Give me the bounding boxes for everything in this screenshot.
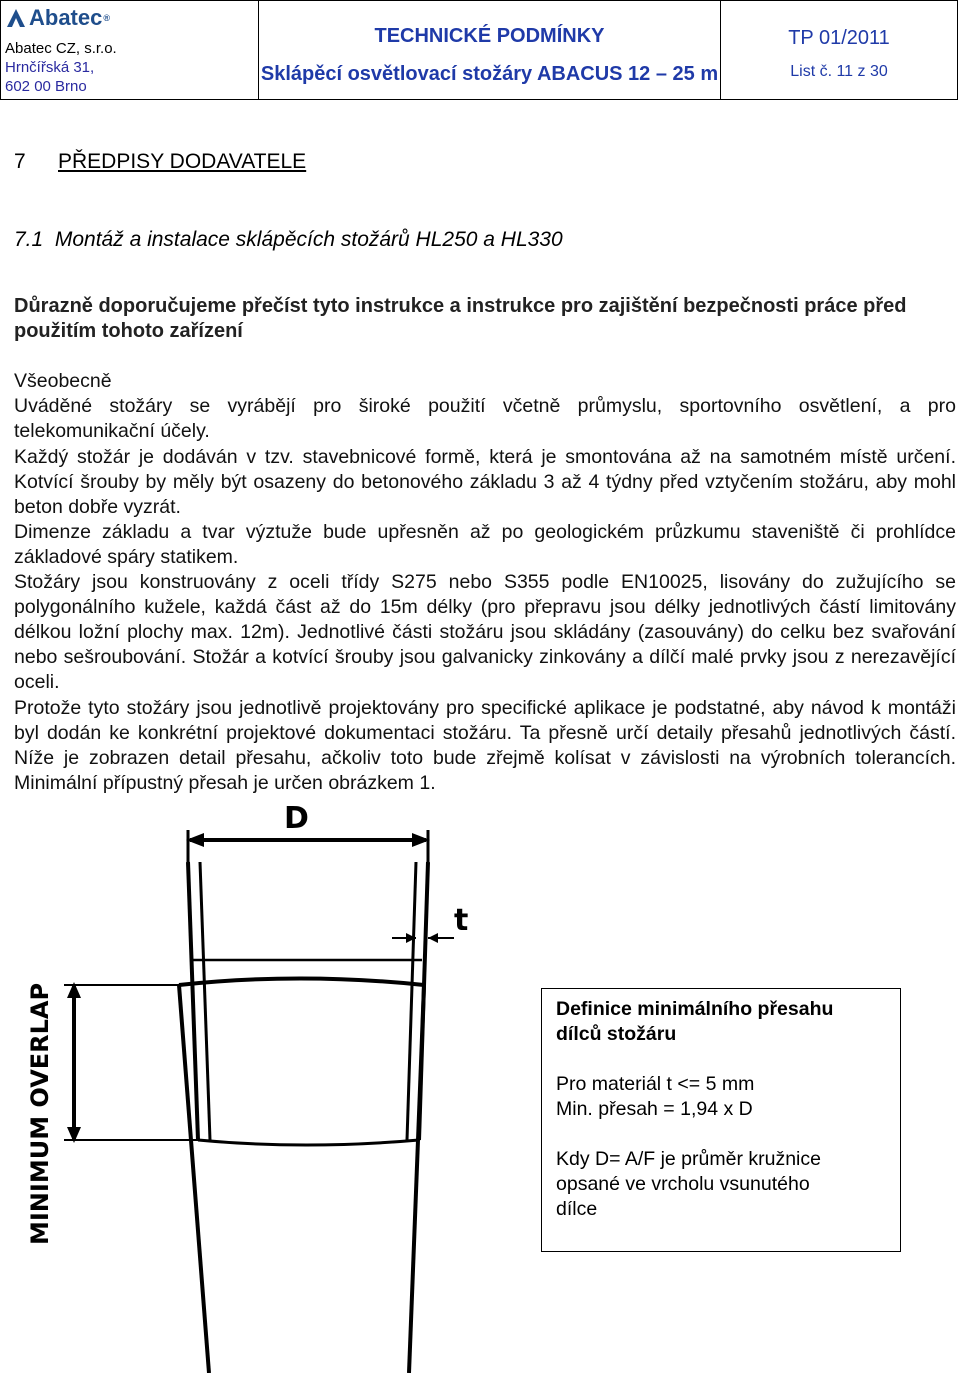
section-title: PŘEDPISY DODAVATELE	[58, 150, 307, 173]
paragraph-general: Všeobecně	[14, 370, 112, 392]
paragraph-usage: Uváděné stožáry se vyrábějí pro široké použití včetně průmyslu, sportovního osvětlení, a pro telekomunikační účely.	[14, 395, 956, 442]
paragraph-delivery: Každý stožár je dodáván v tzv. stavebnicové formě, která je smontována až na samotném místě určení. Kotvící šrouby by měly být osazeny do betonového základu 3 až 4 týdny před vztyčením stožáru, aby mohl beton dobře vyzrát.	[14, 446, 956, 518]
header-title-cell	[259, 1, 721, 99]
thickness-t-arrow-b	[428, 933, 438, 943]
document-type: TECHNICKÉ PODMÍNKY	[374, 25, 605, 47]
inner-section-right-wall	[419, 862, 428, 1140]
label-t: t	[454, 903, 469, 938]
definition-d-line1: Kdy D= A/F je průměr kružnice	[556, 1148, 821, 1170]
definition-d-line3: dílce	[556, 1198, 598, 1220]
company-name: Abatec CZ, s.r.o.	[5, 40, 117, 57]
header-ref-cell	[721, 1, 957, 99]
definition-d-line2: opsané ve vrcholu vsunutého	[556, 1173, 810, 1195]
document-header	[0, 0, 958, 100]
logo-registered-mark: ®	[103, 13, 110, 23]
paragraph-construction: Stožáry jsou konstruovány z oceli třídy S275 nebo S355 podle EN10025, lisovány do zužujícího se polygonálního kužele, každá část až do 15m délky (pro přepravu jsou délky jednotlivých částí limitovány délkou ložní plochy max. 12m). Jednotlivé části stožáru jsou skládány (zasouvány) do celku bez svařování nebo sešroubování. Stožár a kotvící šrouby jsou galvanicky zinkovány a dílčí malé prvky jsou z nerezavějící oceli.	[14, 571, 956, 693]
definition-box	[541, 988, 901, 1252]
paragraph-overlap: Protože tyto stožáry jsou jednotlivě projektovány pro specifické aplikace je podstatné, aby návod k montáži byl dodán ke konkrétní projektové dokumentaci stožáru. Ta přesně určí detaily přesahů jednotlivých částí. Níže je zobrazen detail přesahu, ačkoliv toto bude zřejmě kolísat v závislosti na výrobních tolerancích. Minimální přípustný přesah je určen obrázkem 1.	[14, 697, 956, 794]
company-street: Hrnčířská 31,	[5, 59, 95, 76]
page-number: List č. 11 z 30	[790, 63, 888, 80]
definition-title-line1: Definice minimálního přesahu	[556, 998, 834, 1020]
document-code: TP 01/2011	[788, 27, 890, 49]
inner-section-left-wall-inner	[200, 862, 210, 1140]
abatec-logo-icon	[5, 7, 27, 29]
subsection-heading	[14, 228, 563, 252]
overlap-diagram	[14, 800, 524, 1373]
company-logo	[5, 5, 110, 31]
section-number: 7	[14, 150, 26, 173]
section-heading	[14, 150, 306, 174]
label-d: D	[284, 801, 309, 836]
subsection-title: Montáž a instalace sklápěcích stožárů HL250 a HL330	[54, 228, 563, 251]
inner-section-right-wall-inner	[407, 862, 416, 1140]
inner-section-bottom-edge	[198, 1140, 419, 1145]
definition-min-overlap: Min. přesah = 1,94 x D	[556, 1098, 753, 1120]
definition-material: Pro materiál t <= 5 mm	[556, 1073, 755, 1095]
intro-warning: Důrazně doporučujeme přečíst tyto instrukce a instrukce pro zajištění bezpečnosti práce před použitím tohoto zařízení	[14, 295, 907, 342]
logo-text: Abatec	[29, 5, 103, 30]
document-title: Sklápěcí osvětlovací stožáry ABACUS 12 – 25 m	[260, 63, 719, 85]
label-minimum-overlap: MINIMUM OVERLAP	[26, 982, 54, 1245]
outer-section-top-edge	[179, 979, 424, 986]
definition-title-line2: dílců stožáru	[556, 1023, 677, 1045]
header-company-cell	[1, 1, 259, 99]
company-city: 602 00 Brno	[5, 78, 87, 95]
paragraph-foundation: Dimenze základu a tvar výztuže bude upřesněn až po geologickém průzkumu staveniště či prohlídce základové spáry statikem.	[14, 521, 956, 568]
subsection-number: 7.1	[14, 228, 44, 251]
